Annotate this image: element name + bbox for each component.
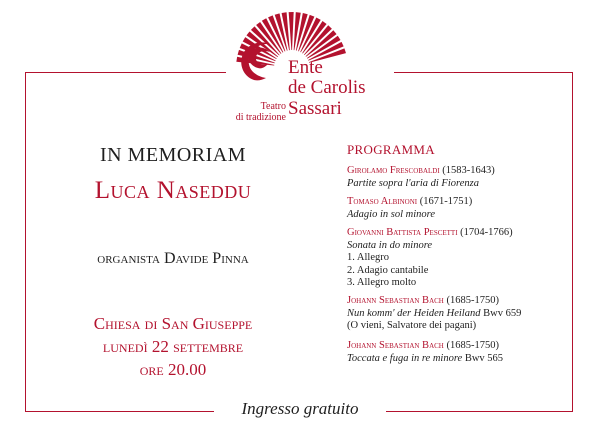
composer-dates: (1704-1766) — [460, 227, 513, 238]
venue-time: ore 20.00 — [139, 360, 207, 379]
composer-name: Giovanni Battista Pescetti — [347, 227, 458, 238]
composer-name: Tomaso Albinoni — [347, 196, 418, 207]
composer-name: Johann Sebastian Bach — [347, 295, 444, 306]
logo-de-carolis: de Carolis — [288, 77, 366, 98]
organist-line: organista Davide Pinna — [97, 250, 249, 267]
program-title: PROGRAMMA — [347, 142, 435, 157]
catalog-number: Bwv 659 — [483, 307, 522, 319]
honoree-name: Luca Naseddu — [94, 177, 252, 204]
in-memoriam-heading: IN MEMORIAM — [99, 144, 247, 166]
composer-dates: (1671-1751) — [419, 196, 473, 207]
logo-di-tradizione: di tradizione — [235, 112, 286, 123]
logo-teatro: Teatro — [260, 101, 286, 112]
movement: 2. Adagio cantabile — [347, 264, 429, 276]
program-item — [347, 227, 572, 290]
movement: 1. Allegro — [347, 252, 389, 263]
program-item — [347, 340, 572, 365]
program-item — [347, 165, 572, 190]
program-item — [347, 196, 572, 221]
venue-place: Chiesa di San Giuseppe — [93, 314, 253, 333]
program-item — [347, 295, 572, 333]
movement: 3. Allegro molto — [347, 277, 417, 288]
work-title: Toccata e fuga in re minore — [347, 352, 463, 364]
logo-sassari: Sassari — [288, 98, 342, 119]
work-title: Partite sopra l'aria di Fiorenza — [347, 177, 479, 189]
work-title: Adagio in sol minore — [347, 208, 435, 220]
composer-name: Johann Sebastian Bach — [347, 340, 444, 351]
free-entry-note: Ingresso gratuito — [241, 399, 359, 418]
work-translation: (O vieni, Salvatore dei pagani) — [347, 320, 477, 331]
composer-dates: (1583-1643) — [442, 165, 495, 176]
logo-fan-ray — [289, 12, 294, 50]
work-title: Sonata in do minore — [347, 239, 433, 251]
composer-dates: (1685-1750) — [446, 295, 499, 306]
venue-date: lunedì 22 settembre — [102, 337, 244, 356]
work-title: Nun komm' der Heiden Heiland — [347, 307, 481, 319]
catalog-number: Bwv 565 — [464, 352, 504, 364]
composer-dates: (1685-1750) — [446, 340, 499, 351]
composer-name: Girolamo Frescobaldi — [347, 165, 440, 176]
logo-ente: Ente — [288, 57, 323, 78]
